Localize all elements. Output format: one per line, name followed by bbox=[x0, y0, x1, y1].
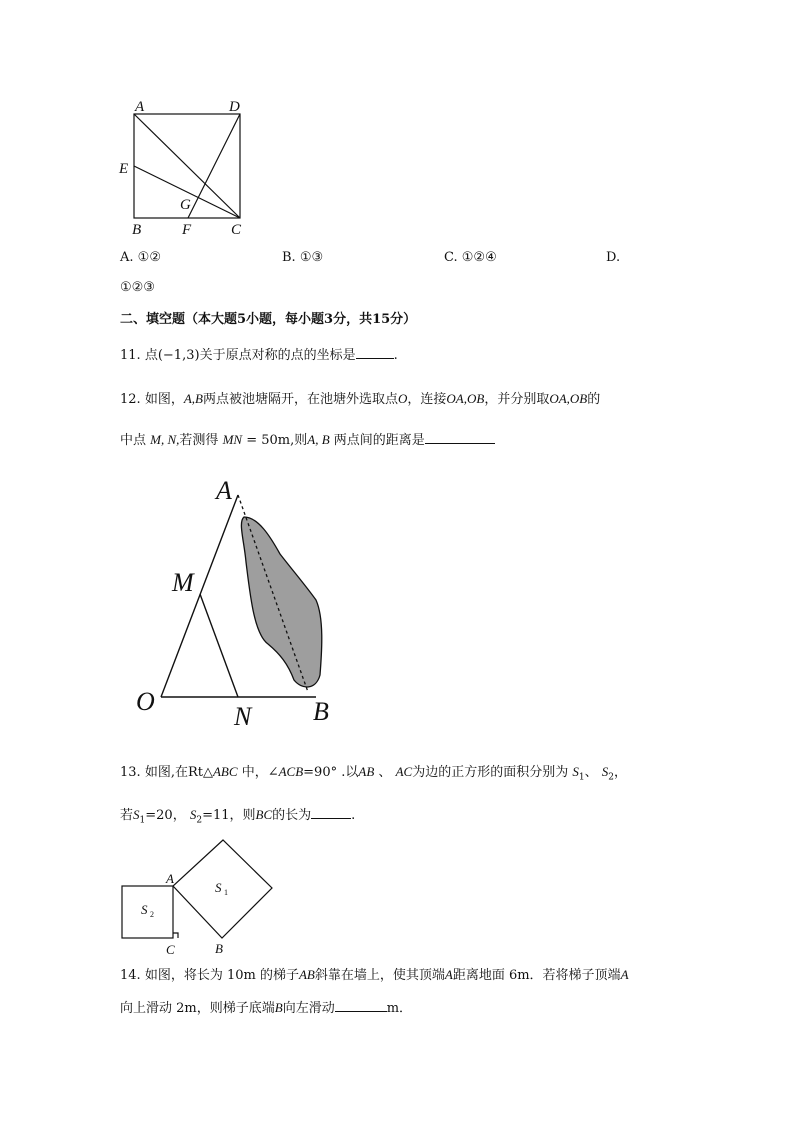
q14-text-1: 如图，将长为 10m 的梯子 bbox=[144, 968, 299, 983]
q14-text-2: 斜靠在墙上，使其顶端 bbox=[314, 968, 445, 983]
q13-s2: S bbox=[601, 764, 609, 779]
q12-oaob-1: OA,OB bbox=[446, 391, 485, 406]
q12-text-10: 两点间的距离是 bbox=[333, 433, 425, 448]
segment-df bbox=[188, 114, 240, 218]
option-c-text: ①②④ bbox=[461, 250, 497, 265]
q14-text-5: 向左滑动 bbox=[282, 1001, 335, 1016]
q14-answer-blank[interactable] bbox=[335, 999, 387, 1012]
q13-text-6: 为边的正方形的面积分别为 bbox=[412, 765, 569, 780]
q13-s2b: S bbox=[189, 807, 197, 822]
q13-ac: AC bbox=[395, 764, 413, 779]
q13-s1-sub: 1 bbox=[578, 772, 585, 783]
label-b2: B bbox=[313, 697, 329, 726]
q12-ab: A,B bbox=[183, 391, 203, 406]
label-n: N bbox=[234, 702, 252, 731]
q13-text-5: 、 bbox=[378, 765, 392, 780]
question-14-line1 bbox=[120, 966, 629, 985]
square-s2 bbox=[122, 886, 173, 938]
option-c[interactable] bbox=[444, 249, 497, 267]
pond-figure bbox=[130, 470, 350, 735]
q13-bc: BC bbox=[255, 807, 273, 822]
q13-s1b: S bbox=[133, 807, 140, 822]
option-d-body: ①②③ bbox=[120, 280, 155, 295]
q14-text-4: 向上滑动 2m，则梯子底端 bbox=[120, 1001, 275, 1016]
squares-figure bbox=[115, 838, 285, 958]
q12-text-1: 如图， bbox=[144, 392, 184, 407]
q13-s1: S bbox=[572, 764, 579, 779]
q13-text-12: 的长为 bbox=[272, 808, 312, 823]
label-s2: S bbox=[141, 902, 148, 917]
q13-text-7: 、 bbox=[584, 765, 598, 780]
square-figure bbox=[110, 95, 260, 240]
q12-text-7: 若测得 bbox=[179, 433, 219, 448]
q13-rt: Rt△ bbox=[187, 765, 213, 780]
q12-answer-blank[interactable] bbox=[425, 431, 495, 444]
q13-text-2: 中， bbox=[241, 765, 268, 780]
label-f: F bbox=[182, 222, 192, 238]
label-e: E bbox=[119, 161, 129, 177]
q11-point: (−1,3) bbox=[157, 348, 200, 363]
q13-s2b-sub: 2 bbox=[196, 815, 203, 826]
segment-mn bbox=[200, 594, 238, 697]
q12-text-9: 则 bbox=[294, 433, 308, 448]
option-d-text[interactable] bbox=[120, 279, 155, 297]
section-heading: 二、填空题（本大题5小题，每小题3分，共15分） bbox=[120, 312, 417, 327]
label-a3: A bbox=[166, 871, 174, 886]
q12-number: 12. bbox=[120, 392, 141, 407]
question-12-line1 bbox=[120, 390, 600, 409]
q11-pre: 点 bbox=[144, 348, 158, 363]
q14-a2: A bbox=[620, 967, 629, 982]
q13-s2-sub: 2 bbox=[608, 772, 614, 783]
q12-text-6: 中点 bbox=[120, 433, 147, 448]
q12-text-4: ，并分别取 bbox=[484, 392, 550, 407]
label-c: C bbox=[231, 222, 242, 238]
label-c3: C bbox=[166, 942, 175, 957]
question-11 bbox=[120, 346, 398, 365]
pond-shape bbox=[241, 517, 321, 687]
option-c-letter: C. bbox=[444, 250, 458, 265]
question-12-line2 bbox=[120, 431, 495, 450]
q12-mn: M, N, bbox=[150, 432, 180, 447]
q13-ab: AB bbox=[358, 764, 375, 779]
q12-text-8: = 50m, bbox=[242, 433, 295, 448]
label-s2-sub: 2 bbox=[150, 910, 154, 919]
question-14-line2 bbox=[120, 999, 412, 1018]
q13-text-8: ， bbox=[613, 765, 627, 780]
q12-text-2: 两点被池塘隔开，在池塘外选取点 bbox=[202, 392, 398, 407]
q11-end: . bbox=[393, 348, 398, 363]
q13-eq1: =20 bbox=[145, 808, 173, 823]
q13-answer-blank[interactable] bbox=[311, 806, 351, 819]
option-b[interactable] bbox=[282, 249, 323, 267]
q13-end: . bbox=[351, 808, 356, 823]
q14-text-3: 距离地面 6m．若将梯子顶端 bbox=[452, 968, 621, 983]
q13-text-10: ， bbox=[172, 808, 186, 823]
label-a: A bbox=[135, 99, 145, 115]
q14-unit: m． bbox=[386, 1001, 413, 1016]
q14-a: A bbox=[444, 967, 453, 982]
q13-text-11: ，则 bbox=[229, 808, 256, 823]
q12-text-5: 的 bbox=[587, 392, 601, 407]
question-13-line2 bbox=[120, 806, 355, 830]
q12-mn-expr: MN bbox=[222, 432, 243, 447]
question-13-line1 bbox=[120, 763, 627, 787]
label-o: O bbox=[136, 687, 155, 716]
q12-o: O bbox=[398, 391, 408, 406]
q12-oaob-2: OA,OB bbox=[549, 391, 588, 406]
q13-abc: ABC bbox=[212, 764, 238, 779]
right-angle-mark bbox=[173, 933, 178, 938]
q14-ab: AB bbox=[298, 967, 315, 982]
label-g: G bbox=[180, 197, 191, 213]
q12-ab-2: A, B bbox=[307, 432, 330, 447]
q11-answer-blank[interactable] bbox=[356, 346, 394, 359]
option-d-letter-text: D. bbox=[606, 250, 621, 265]
option-b-letter: B. bbox=[282, 250, 296, 265]
label-a2: A bbox=[216, 476, 232, 505]
option-a-letter: A. bbox=[120, 250, 134, 265]
q11-number: 11. bbox=[120, 348, 141, 363]
option-b-text: ①③ bbox=[299, 250, 324, 265]
q13-text-1: 如图,在 bbox=[144, 765, 188, 780]
q14-number: 14. bbox=[120, 968, 141, 983]
q13-s1b-sub: 1 bbox=[139, 815, 146, 826]
label-s1: S bbox=[215, 880, 222, 895]
q13-number: 13. bbox=[120, 765, 141, 780]
option-a[interactable] bbox=[120, 249, 161, 267]
q13-text-4: .以 bbox=[341, 765, 359, 780]
option-d-letter[interactable] bbox=[606, 249, 620, 267]
q13-angle: ∠ACB bbox=[267, 764, 304, 779]
label-b3: B bbox=[215, 941, 223, 956]
q13-text-9: 若 bbox=[120, 808, 134, 823]
q12-text-3: ，连接 bbox=[407, 392, 447, 407]
square-s1 bbox=[173, 840, 272, 938]
q13-text-3: =90° bbox=[303, 765, 338, 780]
q13-eq2: =11 bbox=[202, 808, 230, 823]
label-m: M bbox=[172, 568, 194, 597]
q11-post: 关于原点对称的点的坐标是 bbox=[199, 348, 356, 363]
label-s1-sub: 1 bbox=[224, 888, 228, 897]
label-d: D bbox=[229, 99, 240, 115]
q14-b: B bbox=[274, 1000, 283, 1015]
option-a-text: ①② bbox=[137, 250, 161, 265]
label-b: B bbox=[132, 222, 142, 238]
